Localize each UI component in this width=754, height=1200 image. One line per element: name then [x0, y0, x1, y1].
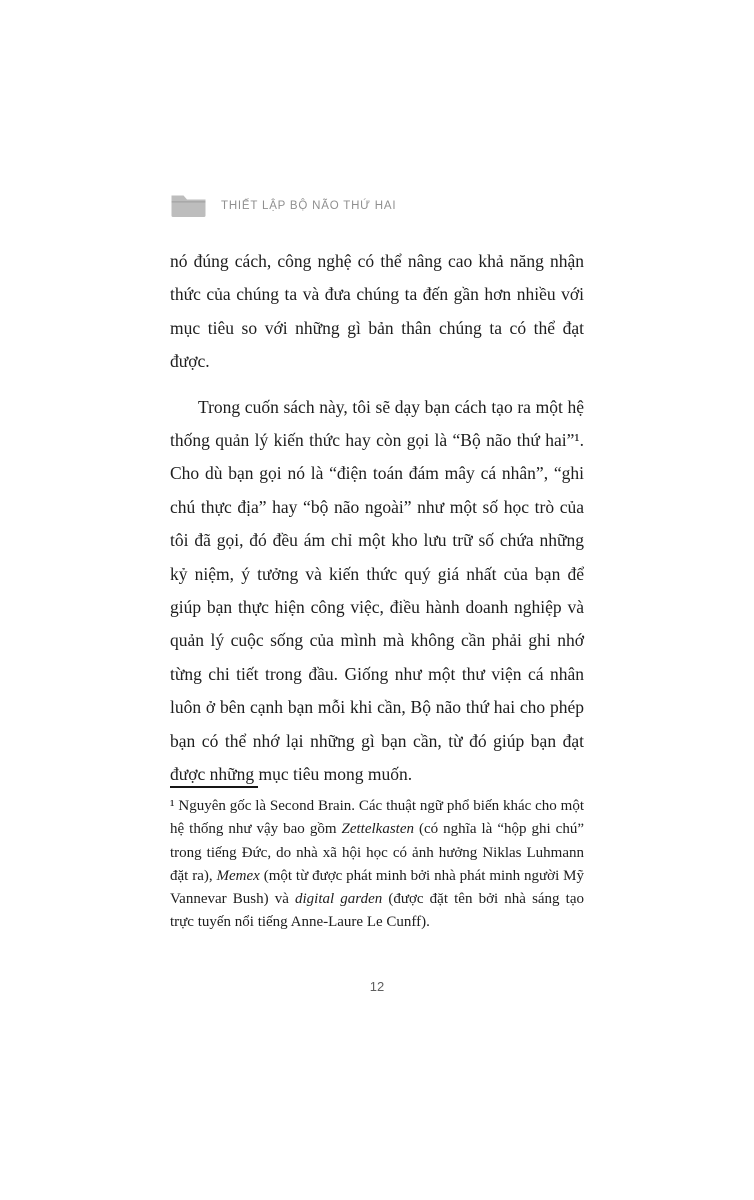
- paragraph-2: Trong cuốn sách này, tôi sẽ dạy bạn cách tạo ra một hệ thống quản lý kiến thức hay còn gọi là “Bộ não thứ hai”¹. Cho dù bạn gọi nó là “điện toán đám mây cá nhân”, “ghi chú thực địa” hay “bộ não ngoài” như một số học trò của tôi đã gọi, đó đều ám chỉ một kho lưu trữ số chứa những kỷ niệm, ý tưởng và kiến thức quý giá nhất của bạn để giúp bạn thực hiện công việc, điều hành doanh nghiệp và quản lý cuộc sống của mình mà không cần phải ghi nhớ từng chi tiết trong đầu. Giống như một thư viện cá nhân luôn ở bên cạnh bạn mỗi khi cần, Bộ não thứ hai cho phép bạn có thể nhớ lại những gì bạn cần, từ đó giúp bạn đạt được những mục tiêu mong muốn.: [170, 396, 584, 785]
- body-text: [170, 245, 584, 792]
- page-number: 12: [369, 979, 385, 994]
- running-header: [170, 192, 584, 218]
- paragraph-1: nó đúng cách, công nghệ có thể nâng cao khả năng nhận thức của chúng ta và đưa chúng ta đến gần hơn nhiều với mục tiêu so với những gì bản thân chúng ta có thể đạt được.: [170, 251, 584, 372]
- running-header-title: THIẾT LẬP BỘ NÃO THỨ HAI: [221, 200, 397, 212]
- footnote-divider: [170, 786, 258, 788]
- footnote: ¹ Nguyên gốc là Second Brain. Các thuật ngữ phổ biến khác cho một hệ thống như vậy bao gồm Zettelkasten (có nghĩa là “hộp ghi chú” trong tiếng Đức, do nhà xã hội học có ảnh hưởng Niklas Luhmann đặt ra), Memex (một từ được phát minh bởi nhà phát minh người Mỹ Vannevar Bush) và digital garden (được đặt tên bởi nhà sáng tạo trực tuyến nổi tiếng Anne-Laure Le Cunff).: [170, 798, 585, 931]
- folder-icon: [170, 192, 207, 218]
